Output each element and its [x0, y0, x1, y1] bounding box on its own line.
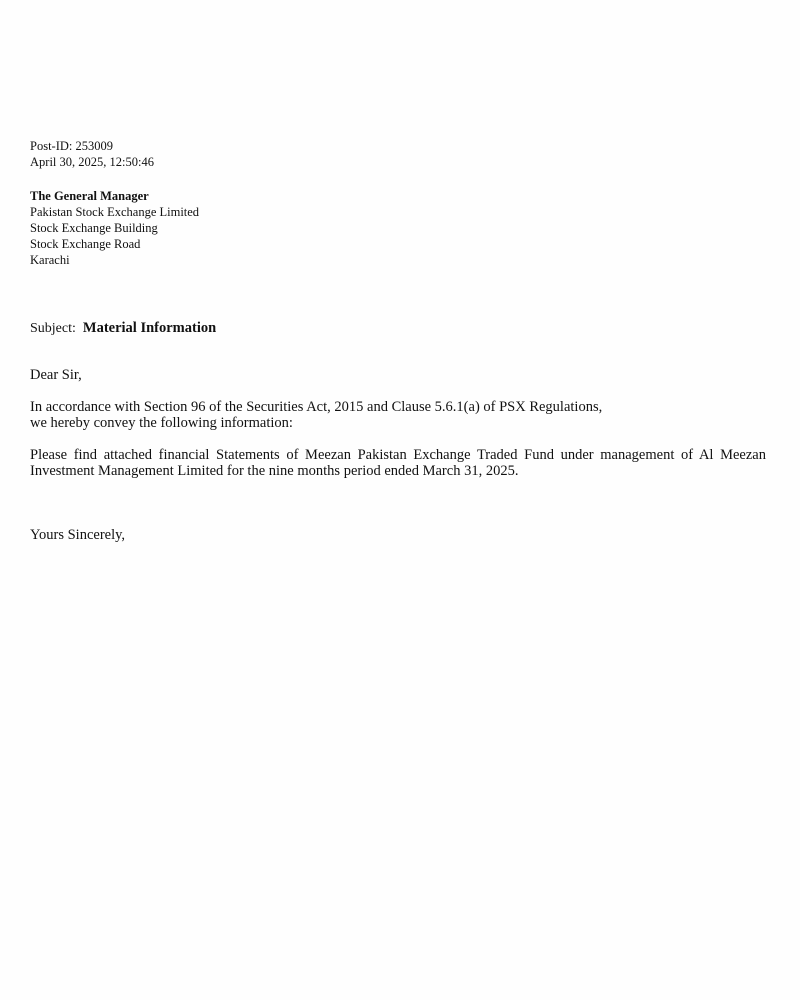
body-paragraph-2: Please find attached financial Statements of Meezan Pakistan Exchange Traded Fund under management of Al Meezan Investment Management Limited for the nine months period ended March 31, 2025.: [30, 447, 766, 479]
recipient-line-4: Karachi: [30, 253, 70, 267]
closing: Yours Sincerely,: [30, 527, 126, 543]
recipient-line-3: Stock Exchange Road: [30, 237, 141, 251]
post-datetime: April 30, 2025, 12:50:46: [30, 155, 154, 169]
subject-label: Subject:: [30, 321, 76, 336]
subject-line: [30, 319, 216, 337]
recipient-name: The General Manager: [30, 189, 149, 203]
salutation: Dear Sir,: [30, 367, 82, 383]
post-id: Post-ID: 253009: [30, 139, 113, 153]
subject-text: Material Information: [82, 320, 217, 336]
recipient-address: [30, 188, 199, 268]
recipient-line-1: Pakistan Stock Exchange Limited: [30, 205, 200, 219]
post-meta: [30, 138, 154, 170]
body-paragraph-1-line-1: In accordance with Section 96 of the Securities Act, 2015 and Clause 5.6.1(a) of PSX Regulations,: [30, 399, 603, 415]
body-paragraph-1-line-2: we hereby convey the following information:: [30, 415, 293, 431]
recipient-line-2: Stock Exchange Building: [30, 221, 158, 235]
body-paragraph-1: [30, 399, 770, 431]
